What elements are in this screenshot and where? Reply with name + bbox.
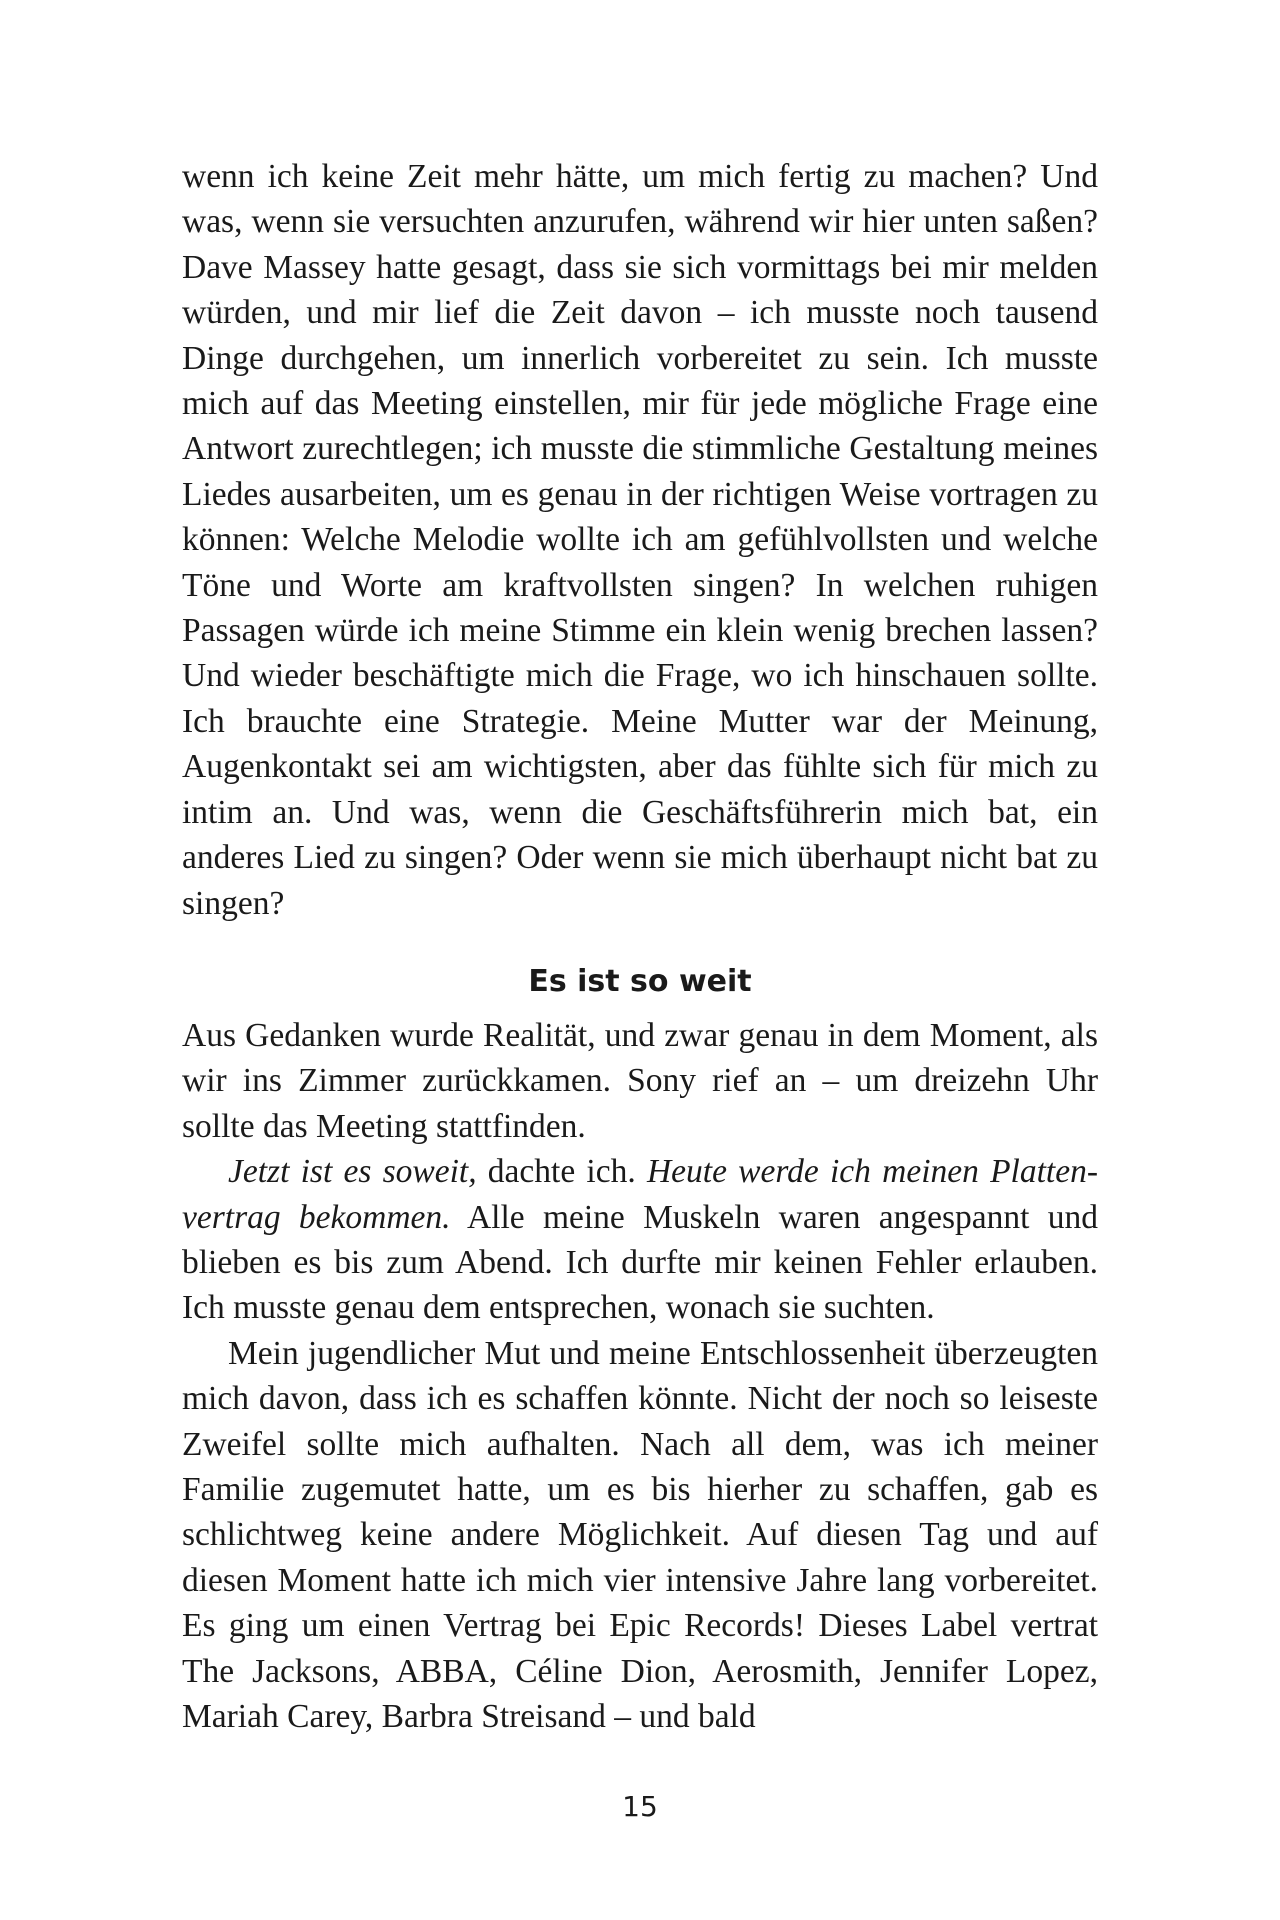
paragraph-4: Mein jugendlicher Mut und meine Entschlossenheit überzeugten mich davon, dass ich es schaffen könnte. Nicht der noch so leiseste Zweifel sollte mich aufhalten. Nach all dem, was ich meiner Familie zugemutet hatte, um es bis hierher zu schaffen, gab es schlichtweg keine andere Möglichkeit. Auf diesen Tag und auf diesen Moment hatte ich mich vier intensive Jahre lang vorbereitet. Es ging um einen Vertrag bei Epic Records! Dieses Label vertrat The Jacksons, ABBA, Céline Dion, Aerosmith, Jennifer Lopez, Mariah Carey, Barbra Streisand – und bald [182, 1334, 1098, 1735]
italic-thought-2: Heute werde ich meinen Plattenvertrag bekommen. [182, 1153, 1098, 1236]
paragraph-3-text-2: Alle meine Muskeln waren angespannt und blieben es bis zum Abend. Ich durfte mir keinen Fehler erlauben. Ich musste genau dem entsprechen, wonach sie suchten. [182, 1198, 1098, 1327]
italic-thought-1: Jetzt ist es soweit, [228, 1153, 477, 1191]
paragraph-2: Aus Gedanken wurde Realität, und zwar genau in dem Moment, als wir ins Zimmer zurückkamen. Sony rief an – um dreizehn Uhr sollte das Meeting stattfinden. [182, 1016, 1098, 1145]
paragraph-3 [182, 1149, 1098, 1331]
paragraph-1: wenn ich keine Zeit mehr hätte, um mich fertig zu machen? Und was, wenn sie versuchten anzurufen, während wir hier unten saßen? Dave Massey hatte gesagt, dass sie sich vormittags bei mir melden würden, und mir lief die Zeit davon – ich musste noch tausend Dinge durchgehen, um innerlich vorbereitet zu sein. Ich musste mich auf das Meeting einstellen, mir für jede mögliche Frage eine Antwort zurechtlegen; ich musste die stimmliche Gestaltung meines Liedes ausarbeiten, um es genau in der richtigen Weise vortragen zu können: Welche Melodie wollte ich am gefühlvollsten und welche Töne und Worte am kraftvollsten singen? In welchen ruhigen Passagen würde ich meine Stimme ein klein wenig brechen lassen? Und wieder beschäftigte mich die Frage, wo ich hinschauen sollte. Ich brauchte eine Strategie. Meine Mutter war der Meinung, Augenkontakt sei am wichtigsten, aber das fühlte sich für mich zu intim an. Und was, wenn die Geschäftsführerin mich bat, ein anderes Lied zu singen? Oder wenn sie mich überhaupt nicht bat zu singen? [182, 158, 1098, 922]
paragraph-3-text-1: dachte ich. [476, 1153, 647, 1191]
section-heading: Es ist so weit [528, 963, 752, 999]
page-number: 15 [622, 1790, 658, 1823]
page-body [182, 154, 1098, 1739]
